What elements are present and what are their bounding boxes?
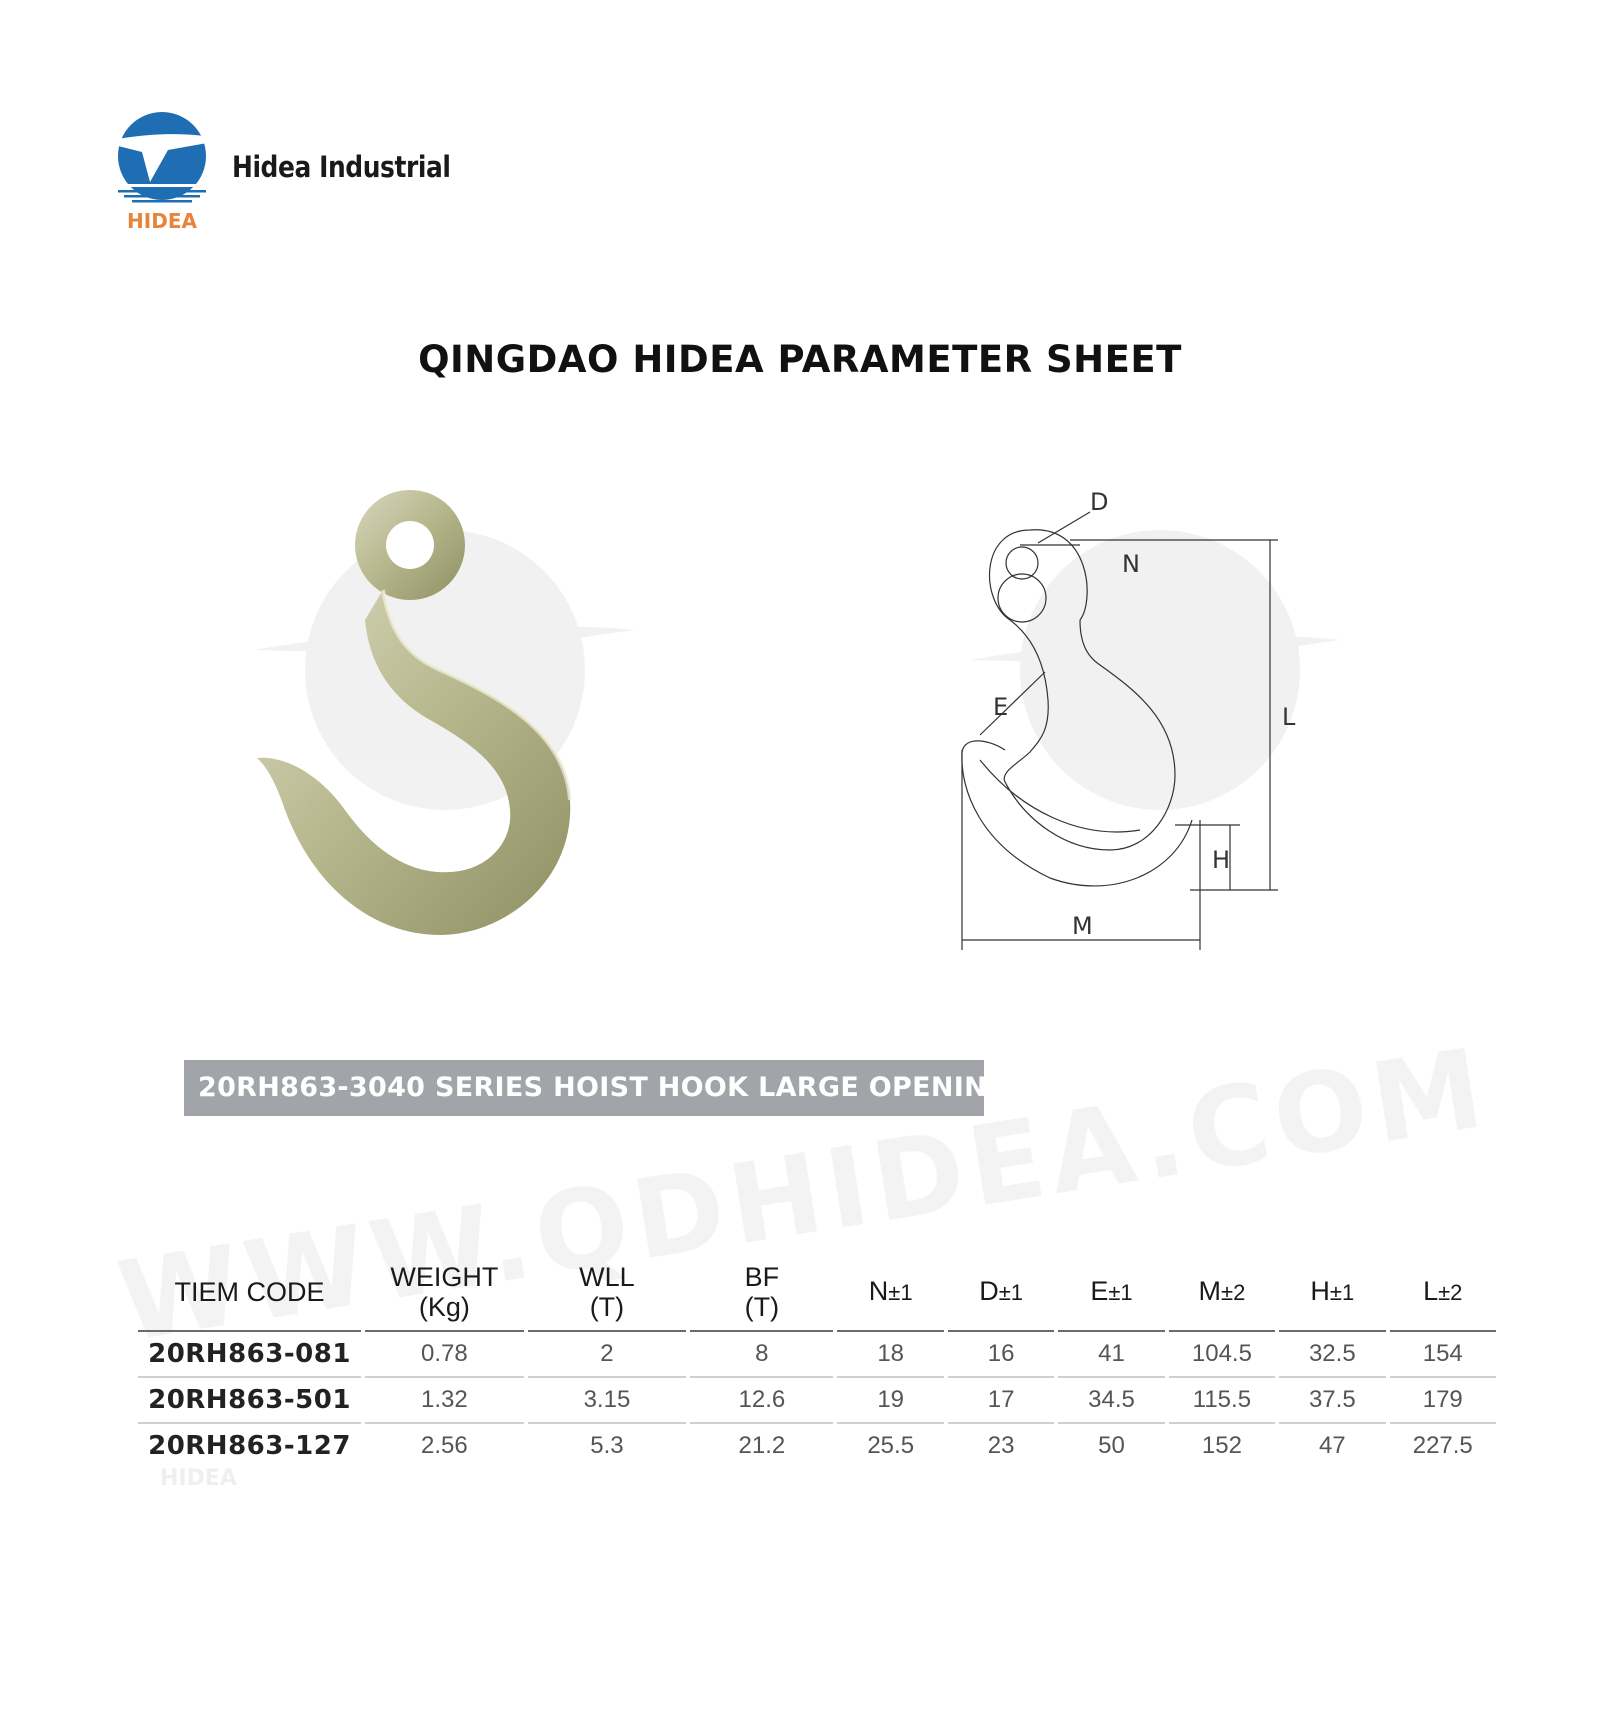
n-cell: 19 bbox=[837, 1378, 943, 1424]
h-cell: 32.5 bbox=[1279, 1332, 1385, 1378]
m-cell: 104.5 bbox=[1169, 1332, 1275, 1378]
dimension-drawing bbox=[960, 490, 1360, 960]
spec-table bbox=[134, 1254, 1500, 1468]
brand-watermark: HIDEA bbox=[160, 1466, 237, 1491]
header-wll: WLL (T) bbox=[528, 1254, 687, 1332]
wll-cell: 2 bbox=[528, 1332, 687, 1378]
table-header-row bbox=[138, 1254, 1496, 1332]
d-cell: 16 bbox=[948, 1332, 1054, 1378]
page-title: QINGDAO HIDEA PARAMETER SHEET bbox=[418, 338, 1182, 381]
l-cell: 154 bbox=[1390, 1332, 1496, 1378]
item-code: 20RH863-501 bbox=[138, 1378, 361, 1424]
m-cell: 152 bbox=[1201, 1432, 1242, 1459]
header-n: N±1 bbox=[837, 1254, 943, 1332]
header-h: H±1 bbox=[1279, 1254, 1385, 1332]
header-weight: WEIGHT (Kg) bbox=[365, 1254, 524, 1332]
label-e: E bbox=[993, 693, 1009, 721]
bf-cell: 21.2 bbox=[738, 1432, 786, 1459]
wll-cell: 5.3 bbox=[590, 1432, 624, 1459]
wll-cell: 3.15 bbox=[528, 1378, 687, 1424]
n-cell: 18 bbox=[837, 1332, 943, 1378]
weight-cell: 1.32 bbox=[365, 1378, 524, 1424]
header-l: L±2 bbox=[1390, 1254, 1496, 1332]
item-code: 20RH863-081 bbox=[138, 1332, 361, 1378]
header-m: M±2 bbox=[1169, 1254, 1275, 1332]
label-h: H bbox=[1212, 846, 1231, 874]
bf-cell: 8 bbox=[690, 1332, 833, 1378]
m-cell: 115.5 bbox=[1169, 1378, 1275, 1424]
e-cell: 50 bbox=[1098, 1432, 1125, 1459]
label-m: M bbox=[1072, 912, 1093, 940]
header-bf: BF (T) bbox=[690, 1254, 833, 1332]
label-n: N bbox=[1122, 550, 1140, 578]
hook-photo bbox=[255, 480, 675, 960]
header-e: E±1 bbox=[1058, 1254, 1164, 1332]
table-row bbox=[138, 1332, 1496, 1378]
l-cell: 179 bbox=[1390, 1378, 1496, 1424]
weight-cell: 2.56 bbox=[420, 1432, 468, 1459]
item-code: 20RH863-127 bbox=[148, 1431, 351, 1461]
weight-cell: 0.78 bbox=[365, 1332, 524, 1378]
n-cell: 25.5 bbox=[867, 1432, 915, 1459]
table-row bbox=[138, 1378, 1496, 1424]
series-title: 20RH863-3040 SERIES HOIST HOOK LARGE OPENING bbox=[184, 1060, 984, 1116]
d-cell: 17 bbox=[948, 1378, 1054, 1424]
table-row bbox=[138, 1424, 1496, 1468]
hidea-logo bbox=[98, 104, 228, 234]
e-cell: 34.5 bbox=[1058, 1378, 1164, 1424]
brand-name: Hidea Industrial bbox=[232, 150, 451, 184]
bf-cell: 12.6 bbox=[690, 1378, 833, 1424]
d-cell: 23 bbox=[987, 1432, 1015, 1459]
h-cell: 47 bbox=[1318, 1432, 1346, 1459]
label-d: D bbox=[1090, 490, 1109, 516]
logo-text: HIDEA bbox=[127, 209, 197, 233]
header-d: D±1 bbox=[948, 1254, 1054, 1332]
label-l: L bbox=[1282, 703, 1296, 731]
header-item-code: TIEM CODE bbox=[138, 1254, 361, 1332]
l-cell: 227.5 bbox=[1412, 1432, 1473, 1459]
h-cell: 37.5 bbox=[1279, 1378, 1385, 1424]
e-cell: 41 bbox=[1058, 1332, 1164, 1378]
